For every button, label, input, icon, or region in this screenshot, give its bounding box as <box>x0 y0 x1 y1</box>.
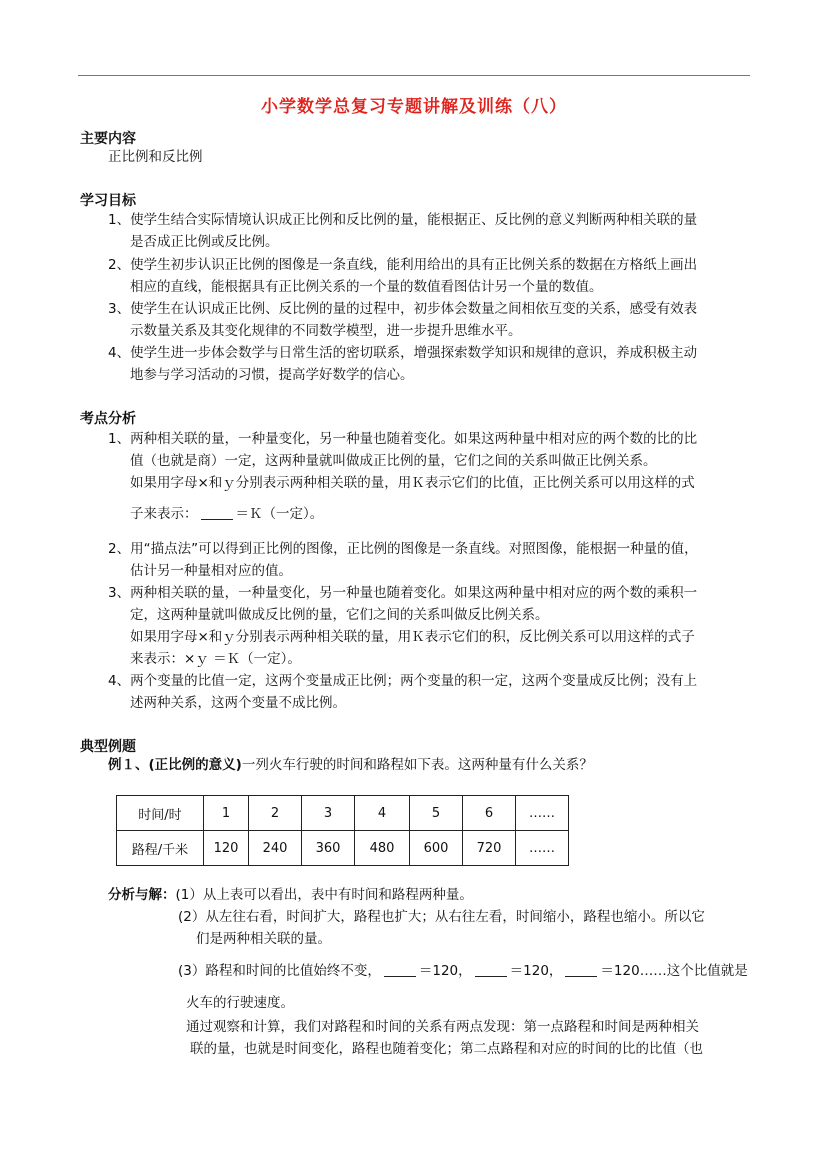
analysis-3: 3、两种相关联的量，一种量变化，另一种量也随着变化。如果这两种量中相对应的两个数的乘积一 <box>108 585 698 601</box>
main-content-text: 正比例和反比例 <box>108 149 203 165</box>
table-cell: 5 <box>410 796 463 831</box>
formula-prefix: 子来表示： <box>130 506 198 522</box>
page-title: 小学数学总复习专题讲解及训练（八） <box>261 97 567 117</box>
ratio-value-2: ＝120， <box>509 963 563 979</box>
data-table <box>116 795 569 866</box>
analysis-2-cont: 估计另一种量相对应的值。 <box>130 563 292 579</box>
answer-1 <box>108 884 473 906</box>
goal-4-cont: 地参与学习活动的习惯，提高学好数学的信心。 <box>130 367 414 383</box>
table-cell: 6 <box>463 796 516 831</box>
table-cell: 3 <box>302 796 355 831</box>
table-cell: 2 <box>249 796 302 831</box>
answer-3-text: (3）路程和时间的比值始终不变， <box>178 963 381 979</box>
table-cell: …… <box>516 796 569 831</box>
answer-1-text: (1）从上表可以看出，表中有时间和路程两种量。 <box>175 887 473 903</box>
analysis-3-formula-intro: 如果用字母×和ｙ分别表示两种相关联的量，用Ｋ表示它们的积，反比例关系可以用这样的式子 <box>130 629 695 645</box>
analysis-1: 1、两种相关联的量，一种量变化，另一种量也随着变化。如果这两种量中相对应的两个数的比的比 <box>108 431 698 447</box>
analysis-1-formula <box>130 503 323 525</box>
goals-heading: 学习目标 <box>80 193 136 209</box>
table-row <box>117 796 569 831</box>
fraction-bar <box>475 966 507 977</box>
analysis-3-cont: 定，这两种量就叫做成反比例的量，它们之间的关系叫做反比例关系。 <box>130 607 549 623</box>
goal-3: 3、使学生在认识成正比例、反比例的量的过程中，初步体会数量之间相依互变的关系，感受有效表 <box>108 301 698 317</box>
formula-suffix: ＝Ｋ（一定）。 <box>235 506 324 522</box>
table-cell: 1 <box>204 796 249 831</box>
examples-heading: 典型例题 <box>80 739 136 755</box>
table-cell: 120 <box>204 831 249 866</box>
analysis-heading: 考点分析 <box>80 411 136 427</box>
analysis-4: 4、两个变量的比值一定，这两个变量成正比例；两个变量的积一定，这两个变量成反比例；没有上 <box>108 673 698 689</box>
answer-3 <box>178 960 748 982</box>
analysis-2: 2、用“描点法”可以得到正比例的图像，正比例的图像是一条直线。对照图像，能根据一种量的值， <box>108 541 698 557</box>
analysis-1-formula-intro: 如果用字母×和ｙ分别表示两种相关联的量，用Ｋ表示它们的比值，正比例关系可以用这样的式 <box>130 475 695 491</box>
main-content-heading: 主要内容 <box>80 131 136 147</box>
goal-2: 2、使学生初步认识正比例的图像是一条直线，能利用给出的具有正比例关系的数据在方格纸上画出 <box>108 257 698 273</box>
goal-1: 1、使学生结合实际情境认识成正比例和反比例的量，能根据正、反比例的意义判断两种相关联的量 <box>108 212 698 228</box>
ratio-value-1: ＝120， <box>418 963 472 979</box>
table-cell: 路程/千米 <box>117 831 204 866</box>
table-cell: 时间/时 <box>117 796 204 831</box>
goal-2-cont: 相应的直线，能根据具有正比例关系的一个量的数值看图估计另一个量的数值。 <box>130 279 603 295</box>
example-1-label: 例１、(正比例的意义) <box>108 757 242 773</box>
answer-2-cont: 们是两种相关联的量。 <box>196 931 331 947</box>
fraction-bar <box>384 966 416 977</box>
goal-3-cont: 示数量关系及其变化规律的不同数学模型，进一步提升思维水平。 <box>130 323 522 339</box>
analysis-1-cont: 值（也就是商）一定，这两种量就叫做成正比例的量，它们之间的关系叫做正比例关系。 <box>130 453 657 469</box>
table-cell: 480 <box>355 831 410 866</box>
example-1 <box>108 754 593 776</box>
table-cell: …… <box>516 831 569 866</box>
answer-2: (2）从左往右看，时间扩大，路程也扩大；从右往左看，时间缩小，路程也缩小。所以它 <box>178 909 705 925</box>
table-cell: 4 <box>355 796 410 831</box>
table-cell: 240 <box>249 831 302 866</box>
goal-4: 4、使学生进一步体会数学与日常生活的密切联系，增强探索数学知识和规律的意识，养成积极主动 <box>108 345 698 361</box>
fraction-bar <box>565 966 597 977</box>
table-cell: 720 <box>463 831 516 866</box>
analysis-3-formula: 来表示：×ｙ ＝Ｋ（一定）。 <box>130 651 301 667</box>
conclusion-2: 联的量，也就是时间变化，路程也随着变化；第二点路程和对应的时间的比的比值（也 <box>190 1041 703 1057</box>
fraction-bar <box>201 509 233 520</box>
answer-3-cont: 火车的行驶速度。 <box>186 995 294 1011</box>
analysis-4-cont: 述两种关系，这两个变量不成比例。 <box>130 695 346 711</box>
conclusion-1: 通过观察和计算，我们对路程和时间的关系有两点发现：第一点路程和时间是两种相关 <box>186 1019 699 1035</box>
header-rule <box>78 75 750 76</box>
table-row <box>117 831 569 866</box>
table-cell: 360 <box>302 831 355 866</box>
ratio-value-3: ＝120……这个比值就是 <box>600 963 748 979</box>
answer-label: 分析与解： <box>108 887 176 903</box>
goal-1-cont: 是否成正比例或反比例。 <box>130 234 279 250</box>
example-1-text: 一列火车行驶的时间和路程如下表。这两种量有什么关系？ <box>241 757 593 773</box>
table-cell: 600 <box>410 831 463 866</box>
